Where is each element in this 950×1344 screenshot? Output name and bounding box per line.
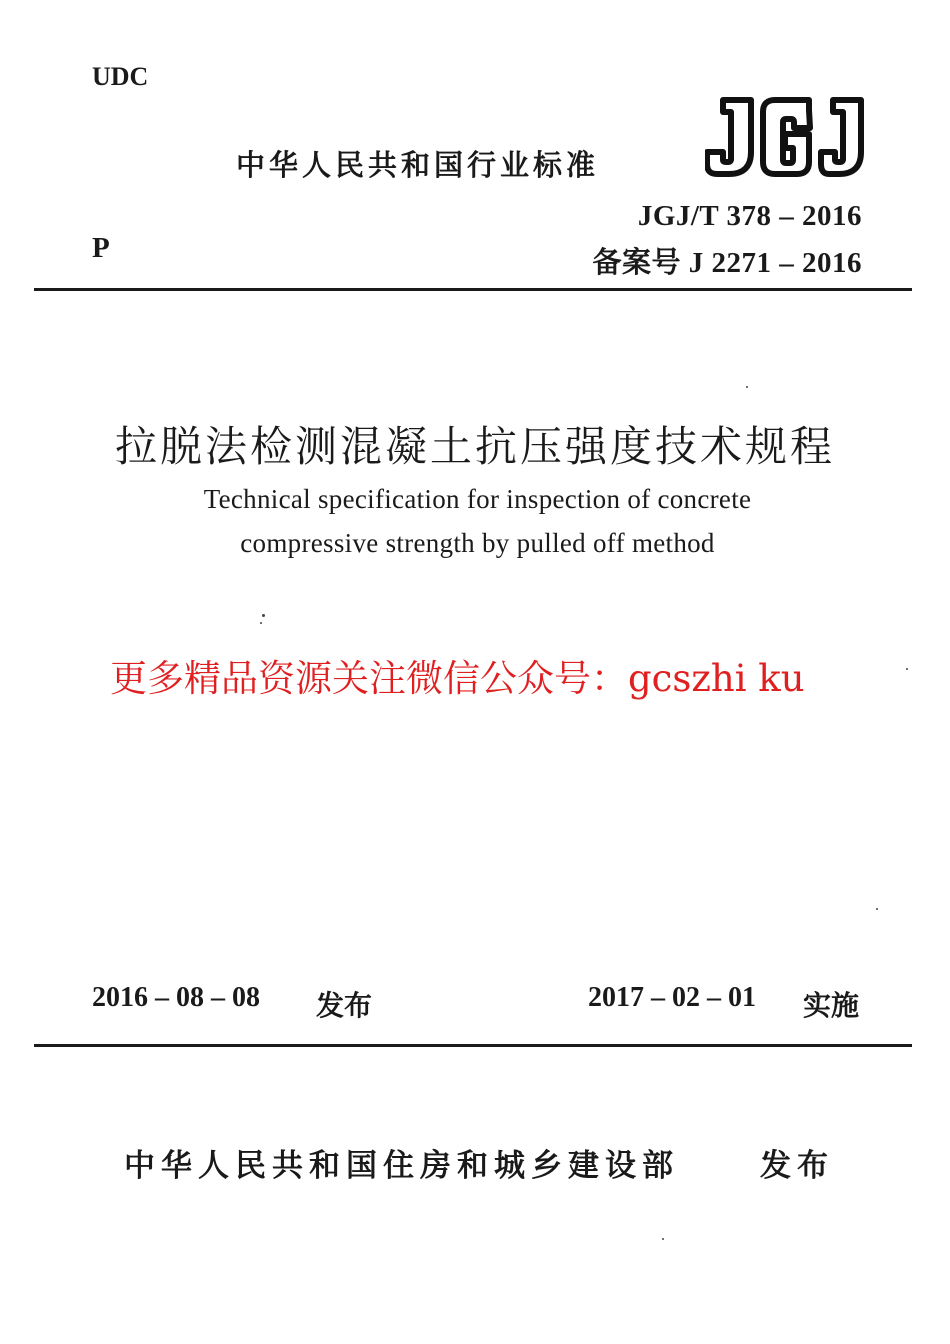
bottom-divider: [34, 1044, 912, 1047]
udc-label: UDC: [92, 62, 149, 91]
scan-speck: [906, 668, 908, 670]
title-english-line-2: compressive strength by pulled off method: [240, 528, 715, 558]
publisher-name: 中华人民共和国住房和城乡建设部: [124, 1148, 679, 1184]
scan-speck: [260, 622, 262, 624]
top-divider: [34, 288, 912, 291]
category-letter: P: [92, 232, 110, 264]
scan-speck: [262, 614, 265, 617]
issue-label: 发布: [316, 989, 373, 1022]
ministry-standard-line: 中华人民共和国行业标准: [236, 148, 600, 182]
scan-speck: [662, 1238, 664, 1240]
title-english-line-1: Technical specification for inspection of concrete: [203, 484, 752, 514]
implementation-date: 2017 – 02 – 01: [588, 982, 756, 1013]
title-chinese: 拉脱法检测混凝土抗压强度技术规程: [114, 422, 835, 471]
scan-speck: [876, 908, 878, 910]
standard-code: JGJ/T 378 – 2016: [637, 200, 862, 232]
issue-date: 2016 – 08 – 08: [92, 982, 260, 1013]
jgj-logo: [705, 96, 865, 178]
promo-notice: 更多精品资源关注微信公众号：gcszhi ku: [110, 657, 805, 700]
scan-speck: [746, 386, 748, 388]
publish-label: 发布: [760, 1148, 834, 1184]
record-number: 备案号 J 2271 – 2016: [592, 247, 862, 279]
implementation-label: 实施: [803, 989, 860, 1022]
jgj-logo-letters: [707, 100, 861, 174]
